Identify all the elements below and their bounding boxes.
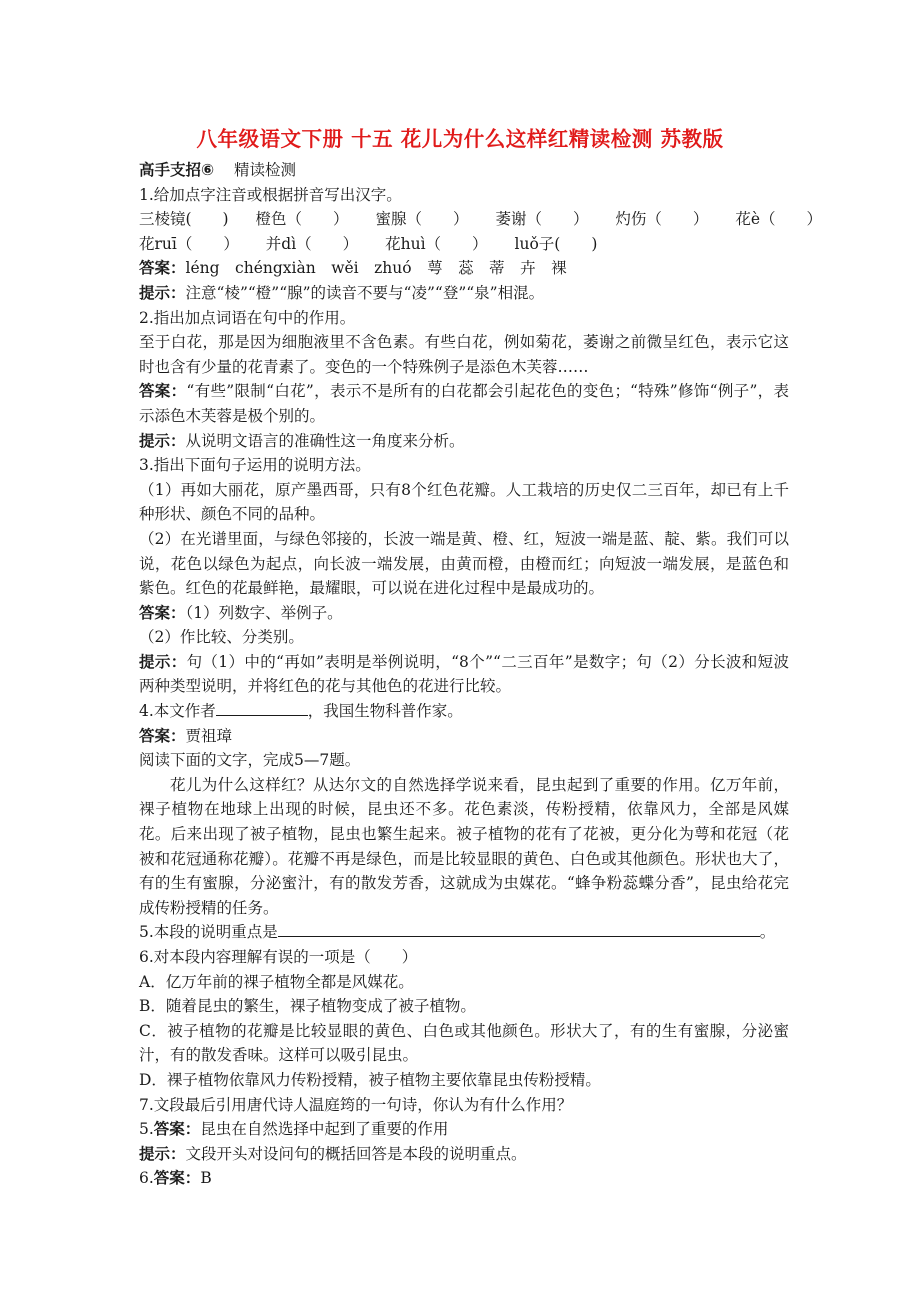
blank-item: 橙色（ ）: [255, 210, 349, 229]
hint-label: 提示：: [139, 283, 186, 302]
hint-2: [139, 429, 789, 454]
answer-5: [139, 1117, 789, 1142]
hint-label: 提示：: [139, 652, 187, 671]
answer-label: 答案：: [139, 726, 186, 745]
answer-label: 答案：: [139, 603, 186, 622]
answer-blank: [216, 701, 308, 716]
question-4: [139, 699, 789, 724]
question-3: 3.指出下面句子运用的说明方法。: [139, 456, 371, 475]
blank-item: 花huì（ ）: [385, 234, 488, 253]
section-header: [139, 158, 789, 183]
option-d: D．裸子植物依靠风力传粉授精，被子植物主要依靠昆虫传粉授精。: [139, 1070, 601, 1089]
answer-text: B: [200, 1169, 212, 1188]
hint-label: 提示：: [139, 1144, 186, 1163]
blank-item: 灼伤（ ）: [615, 210, 709, 229]
blank-item: 蜜腺（ ）: [375, 210, 469, 229]
question-7: 7.文段最后引用唐代诗人温庭筠的一句诗，你认为有什么作用？: [139, 1095, 573, 1114]
question-1-row-2: [139, 232, 789, 257]
answer-text: 贾祖璋: [185, 726, 233, 745]
answer-number: 5.: [139, 1120, 154, 1139]
hint-text: 从说明文语言的准确性这一角度来分析。: [185, 431, 465, 450]
answer-number: 6.: [139, 1169, 154, 1188]
question-3-sentence-2: （2）在光谱里面，与绿色邻接的，长波一端是黄、橙、红，短波一端是蓝、靛、紫。我们可以说，花色以绿色为起点，向长波一端发展，由黄而橙，由橙而红；向短波一端发展，是蓝色和紫色。红色的花最鲜艳，最耀眼，可以说在进化过程中是最成功的。: [139, 529, 789, 598]
blank-item: luǒ子( ): [514, 234, 598, 253]
answer-label: 答案：: [139, 259, 186, 278]
reading-passage: 花儿为什么这样红？从达尔文的自然选择学说来看，昆虫起到了重要的作用。亿万年前，裸子植物在地球上出现的时候，昆虫还不多。花色素淡，传粉授精，依靠风力，全部是风媒花。后来出现了被子植物，昆虫也繁生起来。被子植物的花有了花被，更分化为萼和花冠（花被和花冠通称花瓣）。花瓣不再是绿色，而是比较显眼的黄色、白色或其他颜色。形状也大了，有的生有蜜腺，分泌蜜汁，有的散发芳香，这就成为虫媒花。“蜂争粉蕊蝶分香”，昆虫给花完成传粉授精的任务。: [139, 775, 789, 917]
answer-label: 答案：: [153, 1169, 201, 1188]
hint-1: [139, 281, 789, 306]
answer-3: [139, 601, 789, 626]
answer-2: [139, 379, 789, 428]
answer-blank: [278, 922, 760, 937]
blank-item: 花ruī（ ）: [139, 234, 239, 253]
question-1-row-1: [139, 207, 823, 232]
question-1: 1.给加点字注音或根据拼音写出汉字。: [139, 185, 402, 204]
option-a: A．亿万年前的裸子植物全都是风媒花。: [139, 972, 414, 991]
answer-1: [139, 256, 789, 281]
question-2-text: 至于白花，那是因为细胞液里不含色素。有些白花，例如菊花，萎谢之前微呈红色，表示它这时也含有少量的花青素了。变色的一个特殊例子是添色木芙蓉……: [139, 333, 789, 376]
section-title: 精读检测: [234, 161, 297, 179]
question-5: [139, 920, 789, 945]
hint-5: [139, 1142, 789, 1167]
hint-text: 句（1）中的“再如”表明是举例说明，“8个”“二三百年”是数字；句（2）分长波和短波两种类型说明，并将红色的花与其他色的花进行比较。: [139, 652, 789, 696]
question-5-end: 。: [759, 923, 776, 942]
answer-3-part-2: （2）作比较、分类别。: [139, 628, 304, 647]
question-4-stem: 4.本文作者: [139, 702, 216, 721]
answer-label: 答案：: [153, 1120, 201, 1139]
blank-item: 并dì（ ）: [265, 234, 359, 253]
option-b: B．随着昆虫的繁生，裸子植物变成了被子植物。: [139, 997, 476, 1016]
answer-text: 昆虫在自然选择中起到了重要的作用: [200, 1120, 449, 1139]
section-label: 高手支招⑥: [139, 161, 215, 179]
blank-item: 花è（ ）: [735, 210, 823, 229]
question-2: 2.指出加点词语在句中的作用。: [139, 308, 356, 327]
blank-item: 三棱镜( ): [139, 210, 229, 229]
question-4-stem-end: ，我国生物科普作家。: [307, 702, 463, 721]
answer-label: 答案：: [139, 382, 187, 401]
hint-3: [139, 650, 789, 699]
answer-6: [139, 1166, 789, 1191]
question-5-stem: 5.本段的说明重点是: [139, 923, 278, 942]
document-body: [139, 158, 823, 1191]
hint-text: 文段开头对设问句的概括回答是本段的说明重点。: [185, 1144, 527, 1163]
question-3-sentence-1: （1）再如大丽花，原产墨西哥，只有8个红色花瓣。人工栽培的历史仅二三百年，却已有上千种形状、颜色不同的品种。: [139, 480, 789, 524]
answer-text: léng chéngxiàn wěi zhuó 萼 蕊 蒂 卉 裸: [185, 259, 567, 278]
option-c: C．被子植物的花瓣是比较显眼的黄色、白色或其他颜色。形状大了，有的生有蜜腺，分泌蜜汁，有的散发香味。这样可以吸引昆虫。: [139, 1021, 789, 1065]
answer-text: （1）列数字、举例子。: [185, 603, 343, 622]
hint-label: 提示：: [139, 431, 186, 450]
answer-4: [139, 724, 789, 749]
answer-text: “有些”限制“白花”，表示不是所有的白花都会引起花色的变色；“特殊”修饰“例子”，表示添色木芙蓉是极个别的。: [139, 382, 789, 425]
page-title: 八年级语文下册 十五 花儿为什么这样红精读检测 苏教版: [196, 127, 724, 151]
hint-text: 注意“棱”“橙”“腺”的读音不要与“凌”“登”“泉”相混。: [185, 283, 545, 302]
blank-item: 萎谢（ ）: [495, 210, 589, 229]
question-6: 6.对本段内容理解有误的一项是（ ）: [139, 948, 418, 966]
reading-intro: 阅读下面的文字，完成5—7题。: [139, 751, 361, 770]
